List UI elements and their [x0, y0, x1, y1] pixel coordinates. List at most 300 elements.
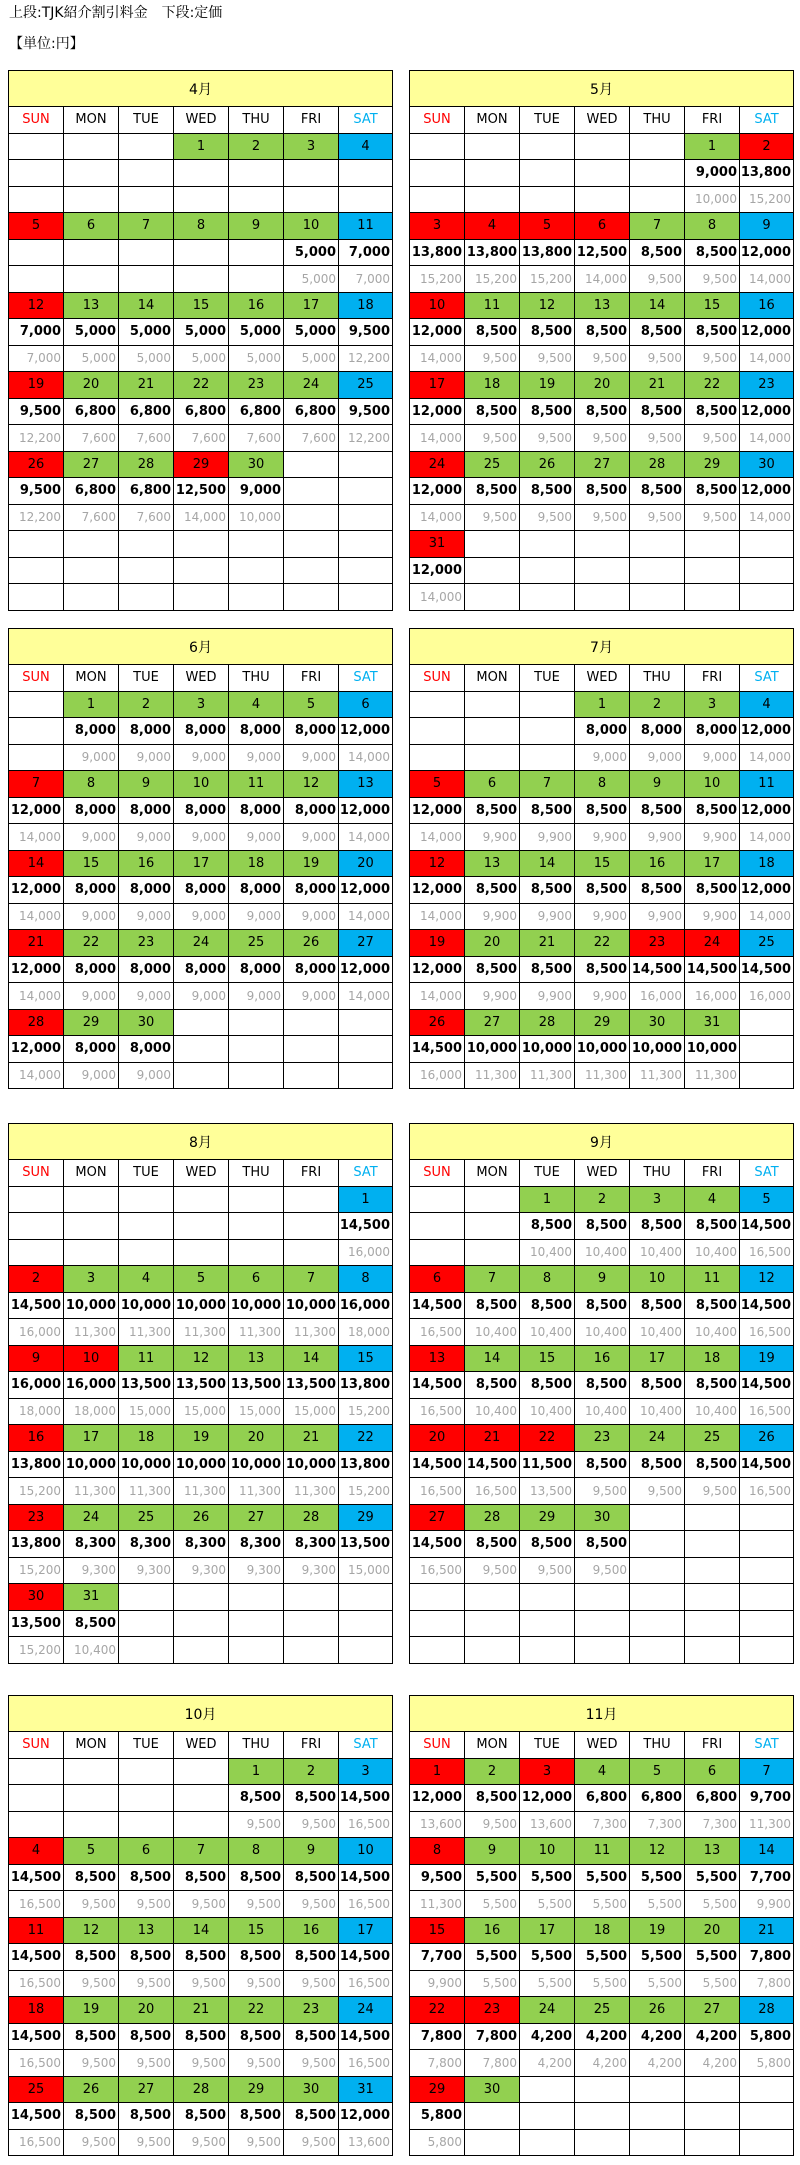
- regular-price-cell: 11,300: [740, 1811, 794, 1838]
- regular-price-cell: [229, 1637, 284, 1664]
- regular-price-cell: 12,200: [9, 425, 64, 452]
- weekday-header-fri: FRI: [284, 1732, 339, 1759]
- regular-price-cell: 4,200: [685, 2050, 740, 2077]
- date-cell: 30: [9, 1584, 64, 1611]
- date-cell: 29: [64, 1009, 119, 1036]
- date-cell: 23: [575, 1425, 630, 1452]
- date-cell: 28: [9, 1009, 64, 1036]
- discount-price-cell: 8,000: [630, 718, 685, 745]
- regular-price-cell: 10,000: [685, 186, 740, 213]
- discount-price-cell: 12,000: [410, 1785, 465, 1812]
- date-cell: 4: [740, 691, 794, 718]
- date-cell: 8: [339, 1266, 393, 1293]
- discount-price-cell: 6,800: [685, 1785, 740, 1812]
- regular-price-cell: 15,000: [174, 1398, 229, 1425]
- date-cell: 23: [630, 930, 685, 957]
- date-cell: [520, 133, 575, 160]
- regular-price-cell: 14,000: [9, 1062, 64, 1089]
- discount-price-cell: 12,000: [410, 398, 465, 425]
- regular-price-cell: 9,900: [465, 903, 520, 930]
- regular-price-cell: 9,500: [64, 1891, 119, 1918]
- date-cell: 10: [64, 1345, 119, 1372]
- discount-price-cell: 12,000: [339, 797, 393, 824]
- discount-price-cell: 8,300: [284, 1531, 339, 1558]
- date-cell: 6: [575, 213, 630, 240]
- discount-price-cell: 14,500: [9, 1292, 64, 1319]
- discount-price-cell: 12,000: [410, 956, 465, 983]
- regular-price-cell: [465, 1239, 520, 1266]
- regular-price-cell: 10,400: [575, 1319, 630, 1346]
- discount-price-cell: 8,500: [64, 1864, 119, 1891]
- date-cell: 7: [740, 1758, 794, 1785]
- weekday-header-sun: SUN: [9, 665, 64, 692]
- discount-price-cell: [630, 160, 685, 187]
- discount-price-cell: 6,800: [174, 398, 229, 425]
- discount-price-cell: 7,800: [410, 2023, 465, 2050]
- weekday-header-sun: SUN: [9, 1732, 64, 1759]
- regular-price-cell: [174, 584, 229, 611]
- regular-price-cell: 9,000: [64, 903, 119, 930]
- date-cell: 10: [630, 1266, 685, 1293]
- discount-price-cell: 7,000: [339, 239, 393, 266]
- date-cell: 3: [410, 213, 465, 240]
- discount-price-cell: 8,500: [630, 797, 685, 824]
- regular-price-cell: 16,500: [410, 1478, 465, 1505]
- date-cell: 13: [64, 292, 119, 319]
- regular-price-cell: 11,300: [685, 1062, 740, 1089]
- discount-price-cell: [520, 160, 575, 187]
- weekday-header-sat: SAT: [740, 1732, 794, 1759]
- discount-price-cell: [174, 1036, 229, 1063]
- date-cell: 24: [410, 451, 465, 478]
- date-cell: 5: [174, 1266, 229, 1293]
- regular-price-cell: 16,000: [630, 983, 685, 1010]
- regular-price-cell: [229, 1062, 284, 1089]
- discount-price-cell: 8,500: [174, 2023, 229, 2050]
- regular-price-cell: [174, 1062, 229, 1089]
- discount-price-cell: 14,500: [740, 1292, 794, 1319]
- discount-price-cell: 8,500: [575, 398, 630, 425]
- discount-price-cell: 12,000: [740, 877, 794, 904]
- discount-price-cell: 14,500: [339, 1944, 393, 1971]
- discount-price-cell: 8,500: [465, 797, 520, 824]
- date-cell: 9: [284, 1838, 339, 1865]
- regular-price-cell: [119, 584, 174, 611]
- regular-price-cell: 16,000: [740, 983, 794, 1010]
- date-cell: [465, 1584, 520, 1611]
- regular-price-cell: 10,400: [465, 1319, 520, 1346]
- date-cell: 9: [119, 771, 174, 798]
- discount-price-cell: 14,500: [9, 2103, 64, 2130]
- date-cell: 2: [465, 1758, 520, 1785]
- regular-price-cell: 12,200: [339, 345, 393, 372]
- discount-price-cell: 8,500: [575, 478, 630, 505]
- date-cell: 1: [410, 1758, 465, 1785]
- date-cell: 9: [465, 1838, 520, 1865]
- weekday-header-wed: WED: [174, 665, 229, 692]
- weekday-header-tue: TUE: [119, 107, 174, 134]
- regular-price-cell: 16,000: [410, 1062, 465, 1089]
- regular-price-cell: 7,000: [339, 266, 393, 293]
- date-cell: [465, 531, 520, 558]
- regular-price-cell: 10,400: [630, 1319, 685, 1346]
- date-cell: [174, 531, 229, 558]
- regular-price-cell: [740, 1062, 794, 1089]
- date-cell: [740, 1584, 794, 1611]
- regular-price-cell: [119, 266, 174, 293]
- regular-price-cell: 10,400: [630, 1239, 685, 1266]
- weekday-header-fri: FRI: [685, 665, 740, 692]
- regular-price-cell: 9,900: [575, 824, 630, 851]
- regular-price-cell: 15,200: [339, 1478, 393, 1505]
- regular-price-cell: 14,000: [740, 744, 794, 771]
- regular-price-cell: 9,000: [284, 903, 339, 930]
- regular-price-cell: 16,500: [410, 1398, 465, 1425]
- discount-price-cell: 8,000: [284, 797, 339, 824]
- date-cell: 14: [740, 1838, 794, 1865]
- regular-price-cell: [465, 744, 520, 771]
- discount-price-cell: 7,700: [410, 1944, 465, 1971]
- date-cell: 6: [410, 1266, 465, 1293]
- date-cell: 24: [64, 1504, 119, 1531]
- regular-price-cell: 16,500: [740, 1478, 794, 1505]
- month-calendar: [8, 70, 393, 611]
- discount-price-cell: 8,500: [64, 1944, 119, 1971]
- discount-price-cell: 10,000: [229, 1451, 284, 1478]
- discount-price-cell: 14,500: [410, 1531, 465, 1558]
- discount-price-cell: 13,800: [520, 239, 575, 266]
- discount-price-cell: 8,000: [64, 877, 119, 904]
- regular-price-cell: 13,600: [410, 1811, 465, 1838]
- regular-price-cell: 5,800: [740, 2050, 794, 2077]
- regular-price-cell: 18,000: [9, 1398, 64, 1425]
- regular-price-cell: [9, 744, 64, 771]
- regular-price-cell: 10,400: [575, 1239, 630, 1266]
- date-cell: 5: [520, 213, 575, 240]
- date-cell: [64, 531, 119, 558]
- discount-price-cell: 5,500: [465, 1944, 520, 1971]
- regular-price-cell: 14,000: [410, 425, 465, 452]
- month-title: 10月: [9, 1696, 393, 1732]
- discount-price-cell: [229, 239, 284, 266]
- discount-price-cell: [119, 160, 174, 187]
- regular-price-cell: [174, 1239, 229, 1266]
- discount-price-cell: 8,500: [465, 398, 520, 425]
- regular-price-cell: 7,800: [410, 2050, 465, 2077]
- date-cell: [410, 691, 465, 718]
- discount-price-cell: 12,000: [9, 797, 64, 824]
- weekday-header-mon: MON: [465, 665, 520, 692]
- regular-price-cell: 9,500: [284, 1891, 339, 1918]
- discount-price-cell: 10,000: [284, 1451, 339, 1478]
- date-cell: 11: [229, 771, 284, 798]
- month-calendar: [409, 1695, 794, 2156]
- discount-price-cell: [630, 1531, 685, 1558]
- regular-price-cell: 9,500: [174, 2050, 229, 2077]
- regular-price-cell: 10,400: [520, 1239, 575, 1266]
- date-cell: 30: [119, 1009, 174, 1036]
- discount-price-cell: [520, 718, 575, 745]
- date-cell: [630, 133, 685, 160]
- date-cell: 27: [64, 451, 119, 478]
- regular-price-cell: 10,400: [685, 1398, 740, 1425]
- discount-price-cell: 9,700: [740, 1785, 794, 1812]
- regular-price-cell: 9,300: [284, 1557, 339, 1584]
- weekday-header-thu: THU: [630, 665, 685, 692]
- date-cell: 15: [229, 1917, 284, 1944]
- discount-price-cell: 8,500: [465, 478, 520, 505]
- regular-price-cell: [630, 584, 685, 611]
- date-cell: [119, 1186, 174, 1213]
- date-cell: [284, 1009, 339, 1036]
- regular-price-cell: 14,000: [410, 903, 465, 930]
- date-cell: 30: [229, 451, 284, 478]
- discount-price-cell: 9,500: [339, 319, 393, 346]
- date-cell: 20: [119, 1997, 174, 2024]
- date-cell: 2: [630, 691, 685, 718]
- regular-price-cell: 5,500: [685, 1891, 740, 1918]
- regular-price-cell: 11,300: [630, 1062, 685, 1089]
- date-cell: 20: [410, 1425, 465, 1452]
- discount-price-cell: 8,500: [284, 1785, 339, 1812]
- discount-price-cell: 12,000: [339, 877, 393, 904]
- date-cell: 28: [740, 1997, 794, 2024]
- regular-price-cell: 7,600: [119, 425, 174, 452]
- date-cell: 12: [740, 1266, 794, 1293]
- date-cell: [685, 1504, 740, 1531]
- regular-price-cell: 9,500: [465, 504, 520, 531]
- regular-price-cell: 11,300: [229, 1319, 284, 1346]
- discount-price-cell: 8,500: [119, 2023, 174, 2050]
- regular-price-cell: [339, 504, 393, 531]
- regular-price-cell: [630, 1637, 685, 1664]
- date-cell: 20: [575, 372, 630, 399]
- regular-price-cell: [174, 266, 229, 293]
- regular-price-cell: 13,600: [520, 1811, 575, 1838]
- date-cell: 22: [575, 930, 630, 957]
- date-cell: 2: [229, 133, 284, 160]
- date-cell: 25: [339, 372, 393, 399]
- discount-price-cell: 8,500: [685, 239, 740, 266]
- discount-price-cell: 8,500: [575, 319, 630, 346]
- regular-price-cell: 11,300: [284, 1319, 339, 1346]
- regular-price-cell: 15,200: [9, 1557, 64, 1584]
- discount-price-cell: [9, 1213, 64, 1240]
- date-cell: 22: [685, 372, 740, 399]
- date-cell: 3: [174, 691, 229, 718]
- date-cell: 8: [229, 1838, 284, 1865]
- discount-price-cell: 8,500: [630, 319, 685, 346]
- regular-price-cell: 15,000: [119, 1398, 174, 1425]
- date-cell: 31: [685, 1009, 740, 1036]
- date-cell: 23: [229, 372, 284, 399]
- date-cell: 20: [229, 1425, 284, 1452]
- date-cell: [119, 133, 174, 160]
- discount-price-cell: 8,500: [520, 478, 575, 505]
- date-cell: 29: [520, 1504, 575, 1531]
- discount-price-cell: 8,500: [174, 1864, 229, 1891]
- date-cell: 10: [410, 292, 465, 319]
- discount-price-cell: [740, 1531, 794, 1558]
- discount-price-cell: 8,500: [465, 1372, 520, 1399]
- date-cell: 29: [685, 451, 740, 478]
- regular-price-cell: 16,500: [339, 2050, 393, 2077]
- discount-price-cell: 14,500: [9, 1944, 64, 1971]
- regular-price-cell: 9,000: [119, 903, 174, 930]
- regular-price-cell: [630, 2129, 685, 2156]
- discount-price-cell: 8,500: [685, 1451, 740, 1478]
- discount-price-cell: 8,500: [575, 1213, 630, 1240]
- discount-price-cell: 5,500: [630, 1864, 685, 1891]
- regular-price-cell: 9,000: [630, 744, 685, 771]
- regular-price-cell: 9,000: [119, 983, 174, 1010]
- date-cell: 25: [740, 930, 794, 957]
- discount-price-cell: 8,000: [119, 956, 174, 983]
- discount-price-cell: 16,000: [64, 1372, 119, 1399]
- date-cell: 25: [575, 1997, 630, 2024]
- discount-price-cell: 13,500: [9, 1610, 64, 1637]
- date-cell: 13: [410, 1345, 465, 1372]
- regular-price-cell: 14,000: [339, 903, 393, 930]
- date-cell: 27: [119, 2076, 174, 2103]
- date-cell: [229, 1186, 284, 1213]
- regular-price-cell: 7,600: [64, 425, 119, 452]
- date-cell: 25: [119, 1504, 174, 1531]
- date-cell: 25: [465, 451, 520, 478]
- regular-price-cell: 9,500: [575, 504, 630, 531]
- regular-price-cell: 11,300: [575, 1062, 630, 1089]
- regular-price-cell: 5,500: [520, 1891, 575, 1918]
- date-cell: 3: [630, 1186, 685, 1213]
- discount-price-cell: 8,500: [520, 1531, 575, 1558]
- weekday-header-sun: SUN: [410, 1732, 465, 1759]
- regular-price-cell: 11,300: [229, 1478, 284, 1505]
- regular-price-cell: 10,400: [630, 1398, 685, 1425]
- discount-price-cell: 8,500: [520, 1292, 575, 1319]
- date-cell: 27: [229, 1504, 284, 1531]
- discount-price-cell: 10,000: [174, 1451, 229, 1478]
- regular-price-cell: 9,900: [520, 903, 575, 930]
- date-cell: 16: [740, 292, 794, 319]
- date-cell: 9: [740, 213, 794, 240]
- regular-price-cell: [740, 584, 794, 611]
- discount-price-cell: [630, 1610, 685, 1637]
- regular-price-cell: 9,000: [575, 744, 630, 771]
- discount-price-cell: 8,500: [284, 2023, 339, 2050]
- month-calendar: [8, 1695, 393, 2156]
- regular-price-cell: [520, 584, 575, 611]
- discount-price-cell: [410, 718, 465, 745]
- regular-price-cell: [119, 1637, 174, 1664]
- date-cell: 11: [465, 292, 520, 319]
- regular-price-cell: 12,200: [9, 504, 64, 531]
- date-cell: [64, 1758, 119, 1785]
- discount-price-cell: [284, 557, 339, 584]
- date-cell: 24: [174, 930, 229, 957]
- month-calendar: [8, 1123, 393, 1664]
- discount-price-cell: 8,500: [575, 956, 630, 983]
- regular-price-cell: 9,000: [174, 824, 229, 851]
- discount-price-cell: 8,000: [229, 797, 284, 824]
- date-cell: [410, 1186, 465, 1213]
- regular-price-cell: 9,000: [284, 983, 339, 1010]
- date-cell: 14: [520, 850, 575, 877]
- date-cell: 26: [630, 1997, 685, 2024]
- regular-price-cell: 9,500: [174, 1970, 229, 1997]
- date-cell: 18: [465, 372, 520, 399]
- regular-price-cell: 9,900: [520, 824, 575, 851]
- regular-price-cell: 9,500: [520, 504, 575, 531]
- regular-price-cell: [284, 1239, 339, 1266]
- discount-price-cell: 8,500: [520, 1372, 575, 1399]
- date-cell: [685, 531, 740, 558]
- discount-price-cell: 4,200: [685, 2023, 740, 2050]
- discount-price-cell: 16,000: [339, 1292, 393, 1319]
- date-cell: 1: [229, 1758, 284, 1785]
- date-cell: 20: [339, 850, 393, 877]
- weekday-header-mon: MON: [465, 1732, 520, 1759]
- discount-price-cell: 8,500: [685, 797, 740, 824]
- discount-price-cell: 8,300: [119, 1531, 174, 1558]
- regular-price-cell: 7,600: [119, 504, 174, 531]
- regular-price-cell: [174, 1637, 229, 1664]
- date-cell: [685, 2076, 740, 2103]
- discount-price-cell: 8,500: [520, 797, 575, 824]
- weekday-header-thu: THU: [229, 1160, 284, 1187]
- regular-price-cell: [339, 1062, 393, 1089]
- date-cell: 24: [520, 1997, 575, 2024]
- regular-price-cell: 16,500: [740, 1319, 794, 1346]
- weekday-header-fri: FRI: [685, 1160, 740, 1187]
- regular-price-cell: 9,500: [229, 2050, 284, 2077]
- discount-price-cell: [740, 1610, 794, 1637]
- date-cell: [410, 133, 465, 160]
- regular-price-cell: 14,000: [9, 903, 64, 930]
- weekday-header-fri: FRI: [284, 1160, 339, 1187]
- discount-price-cell: 5,000: [174, 319, 229, 346]
- discount-price-cell: 4,200: [575, 2023, 630, 2050]
- regular-price-cell: 14,000: [740, 903, 794, 930]
- date-cell: 6: [229, 1266, 284, 1293]
- regular-price-cell: 7,300: [685, 1811, 740, 1838]
- date-cell: 27: [410, 1504, 465, 1531]
- date-cell: 25: [9, 2076, 64, 2103]
- discount-price-cell: 8,500: [685, 1372, 740, 1399]
- regular-price-cell: [229, 1239, 284, 1266]
- discount-price-cell: 6,800: [284, 398, 339, 425]
- discount-price-cell: [685, 1531, 740, 1558]
- date-cell: 5: [410, 771, 465, 798]
- discount-price-cell: [9, 718, 64, 745]
- date-cell: 23: [465, 1997, 520, 2024]
- regular-price-cell: 9,300: [174, 1557, 229, 1584]
- discount-price-cell: [119, 239, 174, 266]
- date-cell: 18: [9, 1997, 64, 2024]
- date-cell: 30: [630, 1009, 685, 1036]
- regular-price-cell: 11,300: [465, 1062, 520, 1089]
- discount-price-cell: 8,300: [229, 1531, 284, 1558]
- discount-price-cell: 8,500: [284, 1864, 339, 1891]
- discount-price-cell: 14,500: [410, 1451, 465, 1478]
- date-cell: 16: [9, 1425, 64, 1452]
- date-cell: [740, 1009, 794, 1036]
- date-cell: 7: [520, 771, 575, 798]
- date-cell: 12: [520, 292, 575, 319]
- regular-price-cell: 14,000: [740, 504, 794, 531]
- regular-price-cell: 9,000: [119, 824, 174, 851]
- regular-price-cell: 9,500: [630, 345, 685, 372]
- discount-price-cell: [685, 557, 740, 584]
